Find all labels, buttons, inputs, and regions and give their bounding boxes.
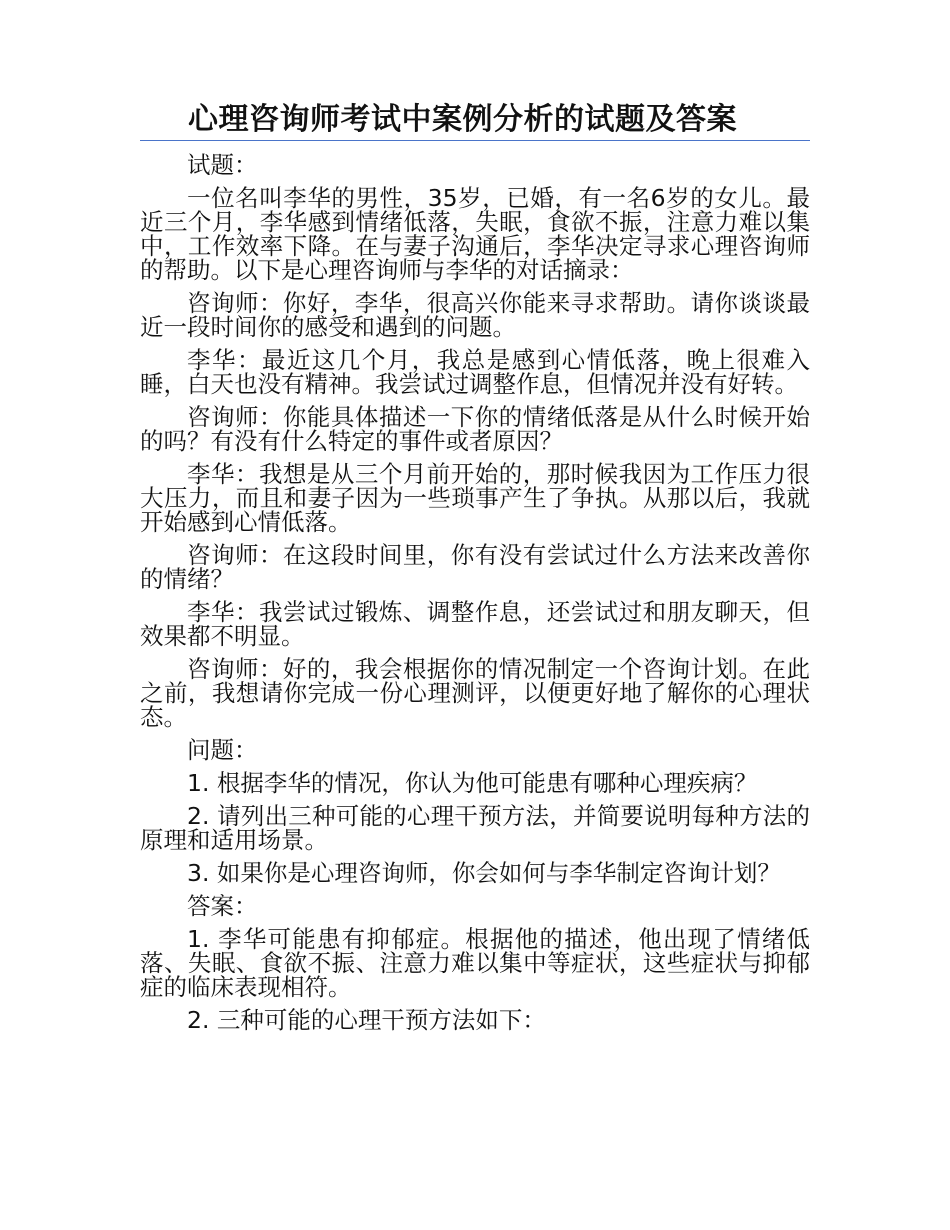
document-page [140,100,810,1041]
paragraph-counselor-4: 咨询师：好的，我会根据你的情况制定一个咨询计划。在此之前，我想请你完成一份心理测评，以便更好地了解你的心理状态。 [140,655,810,731]
paragraph-question-1: 1. 根据李华的情况，你认为他可能患有哪种心理疾病？ [187,769,758,797]
paragraph-client-1: 李华：最近这几个月，我总是感到心情低落，晚上很难入睡，白天也没有精神。我尝试过调整作息，但情况并没有好转。 [140,346,810,398]
paragraph-question-2: 2. 请列出三种可能的心理干预方法，并简要说明每种方法的原理和适用场景。 [140,802,810,854]
paragraph-answer-1: 1. 李华可能患有抑郁症。根据他的描述，他出现了情绪低落、失眠、食欲不振、注意力难以集中等症状，这些症状与抑郁症的临床表现相符。 [140,925,810,1001]
paragraph-answer-2: 2. 三种可能的心理干预方法如下： [187,1006,546,1034]
paragraph-case-intro: 一位名叫李华的男性，35岁，已婚，有一名6岁的女儿。最近三个月，李华感到情绪低落，失眠，食欲不振，注意力难以集中，工作效率下降。在与妻子沟通后，李华决定寻求心理咨询师的帮助。以下是心理咨询师与李华的对话摘录： [140,184,810,284]
paragraph-client-2: 李华：我想是从三个月前开始的，那时候我因为工作压力很大压力，而且和妻子因为一些琐事产生了争执。从那以后，我就开始感到心情低落。 [140,460,810,536]
paragraph-client-3: 李华：我尝试过锻炼、调整作息，还尝试过和朋友聊天，但效果都不明显。 [140,598,810,650]
paragraph-counselor-1: 咨询师：你好，李华，很高兴你能来寻求帮助。请你谈谈最近一段时间你的感受和遇到的问题。 [140,289,810,341]
paragraph-counselor-3: 咨询师：在这段时间里，你有没有尝试过什么方法来改善你的情绪？ [140,541,810,593]
document-title: 心理咨询师考试中案例分析的试题及答案 [188,102,737,137]
title-underline [140,140,810,141]
paragraph-section-label-questions: 问题： [187,736,258,764]
paragraph-counselor-2: 咨询师：你能具体描述一下你的情绪低落是从什么时候开始的吗？有没有什么特定的事件或者原因？ [140,403,810,455]
paragraph-section-label-exam: 试题： [187,151,258,179]
paragraph-section-label-answers: 答案： [187,892,258,920]
paragraph-question-3: 3. 如果你是心理咨询师，你会如何与李华制定咨询计划？ [187,859,781,887]
